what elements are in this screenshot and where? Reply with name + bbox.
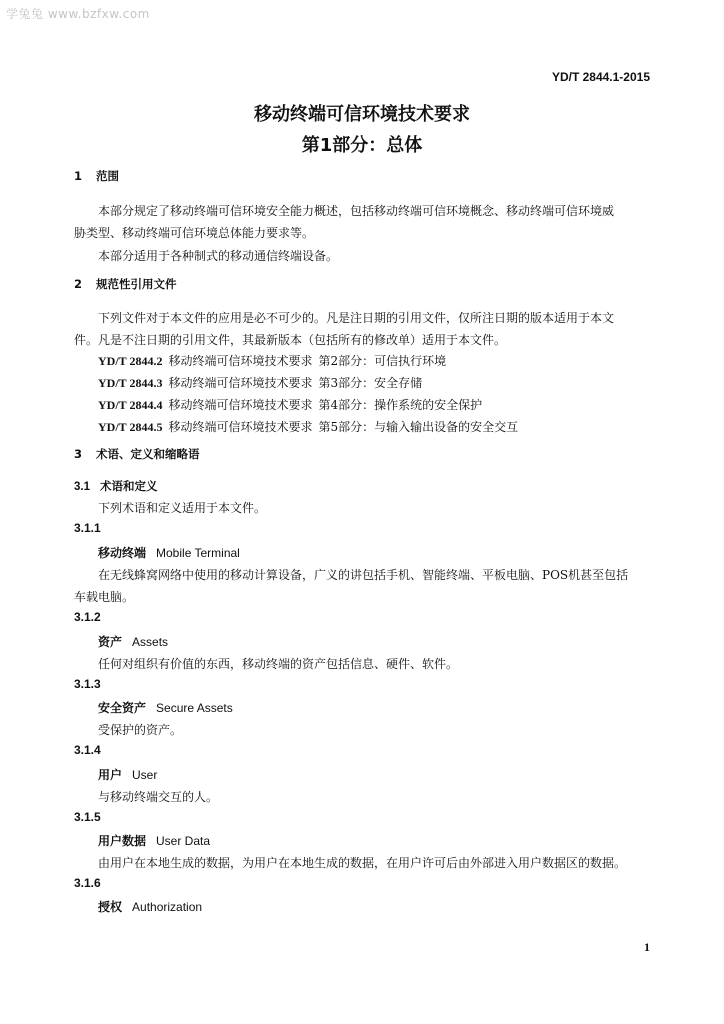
term-definition: 在无线蜂窝网络中使用的移动计算设备，广义的讲包括手机、智能终端、平板电脑、POS机甚至包括 — [98, 568, 629, 582]
reference-part: 第5部分：与输入输出设备的安全交互 — [318, 420, 519, 434]
term-en: Assets — [132, 635, 169, 649]
clause-number: 3.1.4 — [74, 743, 101, 757]
section-title: 规范性引用文件 — [96, 277, 177, 291]
paragraph-line: 本部分规定了移动终端可信环境安全能力概述，包括移动终端可信环境概念、移动终端可信环境威 — [98, 204, 615, 218]
paragraph-line: 下列术语和定义适用于本文件。 — [98, 501, 267, 515]
section-number: 1 — [74, 169, 83, 183]
term-zh: 安全资产 — [98, 701, 147, 715]
page-number: 1 — [644, 940, 650, 954]
term-entry — [98, 766, 157, 783]
term-zh: 用户 — [98, 768, 123, 782]
term-definition: 车载电脑。 — [74, 590, 135, 604]
standard-code: YD/T 2844.1-2015 — [551, 70, 650, 84]
term-entry — [98, 832, 210, 849]
watermark-text: 学兔兔 www.bzfxw.com — [6, 7, 150, 21]
section-1-heading — [74, 168, 119, 184]
reference-item — [98, 418, 518, 435]
term-en: Authorization — [132, 900, 203, 914]
paragraph-line: 件。凡是不注日期的引用文件，其最新版本（包括所有的修改单）适用于本文件。 — [74, 333, 507, 347]
reference-code: YD/T 2844.5 — [98, 420, 163, 434]
term-definition: 由用户在本地生成的数据，为用户在本地生成的数据，在用户许可后由外部进入用户数据区的数据。 — [98, 856, 627, 870]
section-number: 2 — [74, 277, 83, 291]
section-title: 范围 — [96, 169, 119, 183]
paragraph-line: 下列文件对于本文件的应用是必不可少的。凡是注日期的引用文件，仅所注日期的版本适用于本文 — [98, 311, 615, 325]
reference-part: 第2部分：可信执行环境 — [318, 354, 447, 368]
reference-code: YD/T 2844.3 — [98, 376, 163, 390]
term-zh: 用户数据 — [98, 834, 147, 848]
term-entry — [98, 544, 240, 561]
reference-part: 第3部分：安全存储 — [318, 376, 423, 390]
term-entry — [98, 699, 233, 716]
term-en: Mobile Terminal — [156, 546, 240, 560]
term-definition: 受保护的资产。 — [98, 723, 183, 737]
subsection-title: 术语和定义 — [100, 479, 158, 493]
reference-name: 移动终端可信环境技术要求 — [168, 398, 313, 412]
reference-name: 移动终端可信环境技术要求 — [168, 354, 313, 368]
term-en: User — [132, 768, 158, 782]
reference-part: 第4部分：操作系统的安全保护 — [318, 398, 483, 412]
subsection-number: 3.1 — [74, 481, 90, 493]
reference-code: YD/T 2844.2 — [98, 354, 163, 368]
term-zh: 资产 — [98, 635, 123, 649]
document-title: 移动终端可信环境技术要求 — [254, 104, 470, 125]
term-en: Secure Assets — [156, 701, 233, 715]
reference-item — [98, 396, 482, 413]
section-title: 术语、定义和缩略语 — [96, 447, 200, 461]
clause-number: 3.1.1 — [74, 521, 101, 535]
reference-name: 移动终端可信环境技术要求 — [168, 376, 313, 390]
term-en: User Data — [156, 834, 211, 848]
term-zh: 移动终端 — [98, 546, 147, 560]
clause-number: 3.1.6 — [74, 876, 101, 890]
section-2-heading — [74, 276, 177, 292]
paragraph-line: 胁类型、移动终端可信环境总体能力要求等。 — [74, 226, 315, 240]
term-entry — [98, 898, 202, 915]
section-3-heading — [74, 446, 200, 462]
reference-item — [98, 352, 446, 369]
paragraph-line: 本部分适用于各种制式的移动通信终端设备。 — [98, 249, 339, 263]
reference-name: 移动终端可信环境技术要求 — [168, 420, 313, 434]
subsection-heading — [74, 478, 158, 494]
clause-number: 3.1.3 — [74, 677, 101, 691]
term-zh: 授权 — [98, 900, 123, 914]
reference-item — [98, 374, 422, 391]
reference-code: YD/T 2844.4 — [98, 398, 163, 412]
term-definition: 任何对组织有价值的东西，移动终端的资产包括信息、硬件、软件。 — [98, 657, 459, 671]
section-number: 3 — [74, 447, 83, 461]
term-entry — [98, 633, 168, 650]
term-definition: 与移动终端交互的人。 — [98, 790, 219, 804]
document-part-title: 第1部分：总体 — [301, 135, 423, 156]
clause-number: 3.1.2 — [74, 610, 101, 624]
clause-number: 3.1.5 — [74, 810, 101, 824]
